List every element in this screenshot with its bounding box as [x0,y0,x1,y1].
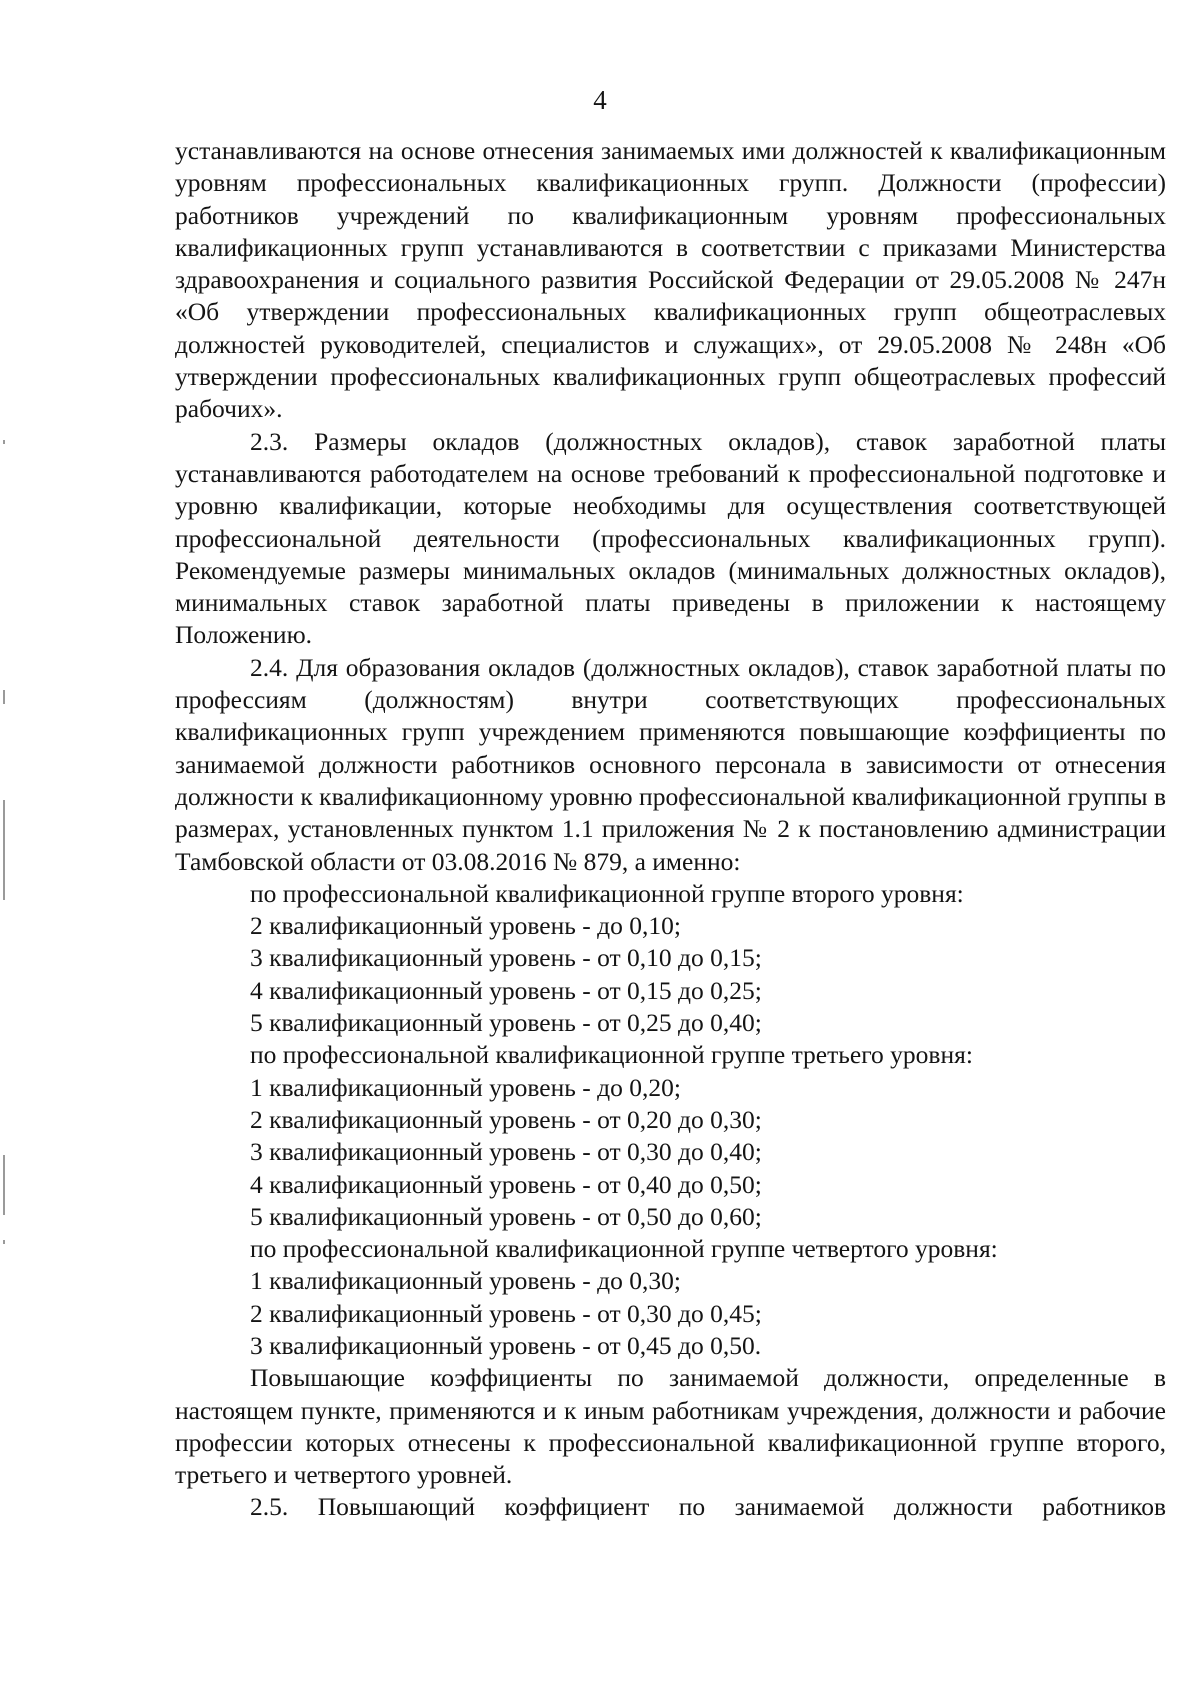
list-item: 2 квалификационный уровень - до 0,10; [250,911,681,941]
list-item: 4 квалификационный уровень - от 0,40 до 0,50; [250,1169,762,1199]
paragraph-2-4: 2.4. Для образования окладов (должностных окладов), ставок заработной платы по профессиям (должностям) внутри соответствующих профессиональных квалификационных групп учреждением применяются повышающие коэффициенты по занимаемой должности работников основного персонала в зависимости от отнесения должности к квалификационному уровню профессиональной квалификационной группы в размерах, установленных пунктом 1.1 приложения № 2 к постановлению администрации Тамбовской области от 03.08.2016 № 879, а именно: [175,652,1166,876]
list-item: 3 квалификационный уровень - от 0,45 до 0,50. [250,1330,762,1360]
list-item: 3 квалификационный уровень - от 0,30 до 0,40; [250,1137,762,1167]
document-body [175,135,1166,1524]
group-heading-second-level: по профессиональной квалификационной группе второго уровня: [250,878,964,908]
scan-edge-mark [3,800,5,900]
paragraph-2-5: 2.5. Повышающий коэффициент по занимаемой должности работников [250,1492,1166,1522]
group-heading-fourth-level: по профессиональной квалификационной группе четвертого уровня: [250,1234,998,1264]
paragraph-coefficients-note: Повышающие коэффициенты по занимаемой должности, определенные в настоящем пункте, применяются и к иным работникам учреждения, должности и рабочие профессии которых отнесены к профессиональной квалификационной группе второго, третьего и четвертого уровней. [175,1363,1166,1490]
group-heading-third-level: по профессиональной квалификационной группе третьего уровня: [250,1040,973,1070]
page-number: 4 [593,85,607,115]
scan-edge-mark [3,1155,5,1215]
list-item: 5 квалификационный уровень - от 0,50 до 0,60; [250,1201,762,1231]
scan-edge-mark [3,1240,5,1244]
paragraph-continuation: устанавливаются на основе отнесения занимаемых ими должностей к квалификационным уровням профессиональных квалификационных групп. Должности (профессии) работников учреждений по квалификационным уровням профессиональных квалификационных групп устанавливаются в соответствии с приказами Министерства здравоохранения и социального развития Российской Федерации от 29.05.2008 № 247н «Об утверждении профессиональных квалификационных групп общеотраслевых должностей руководителей, специалистов и служащих», от 29.05.2008 № 248н «Об утверждении профессиональных квалификационных групп общеотраслевых профессий рабочих». [175,136,1166,424]
list-item: 3 квалификационный уровень - от 0,10 до 0,15; [250,943,762,973]
list-item: 4 квалификационный уровень - от 0,15 до 0,25; [250,975,762,1005]
list-item: 5 квалификационный уровень - от 0,25 до 0,40; [250,1008,762,1038]
list-item: 1 квалификационный уровень - до 0,20; [250,1072,681,1102]
scan-edge-mark [3,690,5,704]
scan-edge-mark [3,440,5,444]
list-item: 2 квалификационный уровень - от 0,20 до 0,30; [250,1104,762,1134]
paragraph-2-3: 2.3. Размеры окладов (должностных окладов), ставок заработной платы устанавливаются работодателем на основе требований к профессиональной подготовке и уровню квалификации, которые необходимы для осуществления соответствующей профессиональной деятельности (профессиональных квалификационных групп). Рекомендуемые размеры минимальных окладов (минимальных должностных окладов), минимальных ставок заработной платы приведены в приложении к настоящему Положению. [175,426,1166,650]
list-item: 2 квалификационный уровень - от 0,30 до 0,45; [250,1298,762,1328]
list-item: 1 квалификационный уровень - до 0,30; [250,1266,681,1296]
